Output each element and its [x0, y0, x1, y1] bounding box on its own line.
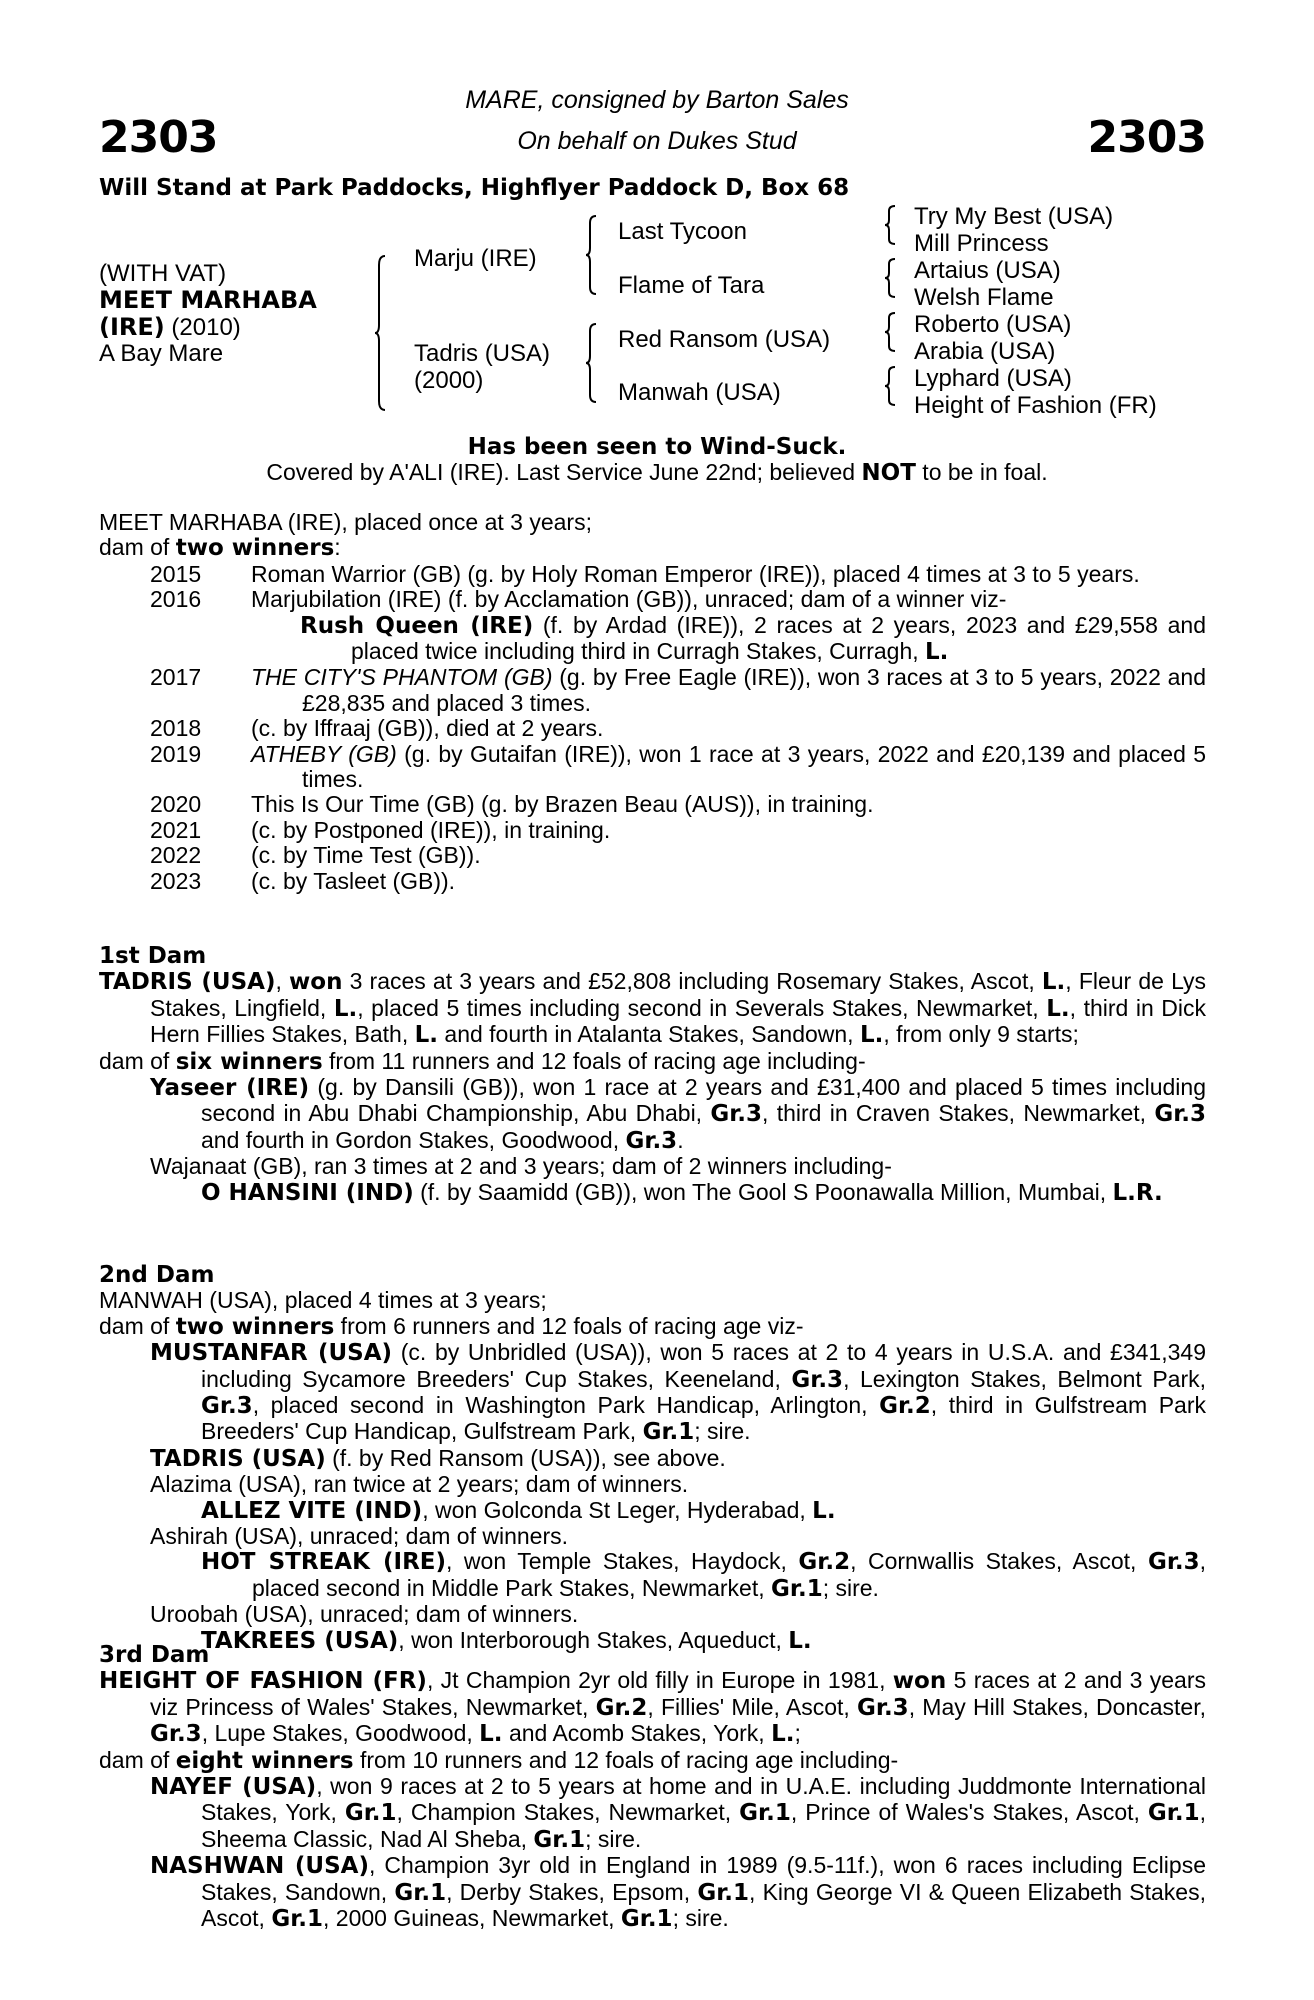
produce-row: 2019 ATHEBY (GB) (g. by Gutaifan (IRE)), won 1 race at 3 years, 2022 and £20,139 and placed 5 times.	[150, 740, 1207, 793]
third-dam-heading: 3rd Dam	[99, 1642, 210, 1668]
pedigree-gen3-item: Flame of Tara	[618, 272, 765, 299]
second-dam-produce: Ashirah (USA), unraced; dam of winners.	[150, 1523, 569, 1550]
pedigree-sire: Marju (IRE)	[414, 245, 537, 272]
second-dam-produce: MUSTANFAR (USA) (c. by Unbridled (USA)), won 5 races at 2 to 4 years in U.S.A. and £341,349 including Sycamore Breeders' Cup Stakes, Keeneland, Gr.3, Lexington Stakes, Belmont Park, Gr.3, placed second in Washington Park Handicap, Arlington, Gr.2, third in Gulfstream Park Breeders' Cup Handicap, Gulfstream Park, Gr.1; sire.	[150, 1339, 1207, 1446]
first-dam-heading: 1st Dam	[99, 943, 207, 969]
produce-row: 2023 (c. by Tasleet (GB)).	[150, 867, 456, 894]
horse-year: (2010)	[164, 314, 241, 341]
horse-name-line2	[99, 313, 241, 342]
stand-line: Will Stand at Park Paddocks, Highflyer Paddock D, Box 68	[99, 175, 850, 201]
second-dam-grandchild: HOT STREAK (IRE), won Temple Stakes, Haydock, Gr.2, Cornwallis Stakes, Ascot, Gr.3, placed second in Middle Park Stakes, Newmarket, Gr.1; sire.	[201, 1548, 1207, 1602]
second-dam-grandchild: TAKREES (USA), won Interborough Stakes, Aqueduct, L.	[201, 1626, 812, 1654]
produce-row: 2017 THE CITY'S PHANTOM (GB) (g. by Free Eagle (IRE)), won 3 races at 3 to 5 years, 2022 and £28,835 and placed 3 times.	[150, 664, 1206, 716]
third-dam-produce: NAYEF (USA), won 9 races at 2 to 5 years at home and in U.A.E. including Juddmonte International Stakes, York, Gr.1, Champion Stakes, Newmarket, Gr.1, Prince of Wales's Stakes, Ascot, Gr.1, Sheema Classic, Nad Al Sheba, Gr.1; sire.	[150, 1773, 1206, 1853]
pedigree-gen4-item: Arabia (USA)	[914, 338, 1056, 365]
pedigree-gen4-item: Try My Best (USA)	[914, 203, 1114, 230]
second-dam-heading: 2nd Dam	[99, 1262, 215, 1288]
third-dam-dam-of: dam of eight winners from 10 runners and 12 foals of racing age including-	[99, 1746, 899, 1774]
second-dam-produce: TADRIS (USA) (f. by Red Ransom (USA)), see above.	[150, 1444, 726, 1472]
produce-row: 2022 (c. by Time Test (GB)).	[150, 842, 481, 869]
vat-label: (WITH VAT)	[99, 260, 227, 287]
pedigree-bracket-g3-1	[884, 205, 896, 245]
third-dam-section	[99, 1643, 1206, 1932]
covered-note: Covered by A'ALI (IRE). Last Service June 22nd; believed NOT to be in foal.	[266, 459, 1048, 486]
windsuck-note: Has been seen to Wind-Suck.	[467, 434, 847, 460]
horse-name: MEET MARHABA	[99, 286, 317, 314]
first-dam-produce: Wajanaat (GB), ran 3 times at 2 and 3 years; dam of 2 winners including-	[150, 1153, 892, 1180]
pedigree-gen4-item: Welsh Flame	[914, 284, 1054, 311]
horse-country: (IRE)	[99, 313, 165, 341]
produce-dam-of: dam of two winners:	[99, 534, 341, 562]
pedigree-bracket-main	[374, 255, 386, 411]
second-dam-dam-of: dam of two winners from 6 runners and 12 foals of racing age viz-	[99, 1312, 804, 1340]
pedigree-dam: Tadris (USA)	[414, 340, 551, 367]
third-dam-produce: NASHWAN (USA), Champion 3yr old in England in 1989 (9.5-11f.), won 6 races including Eclipse Stakes, Sandown, Gr.1, Derby Stakes, Epsom, Gr.1, King George VI & Queen Elizabeth Stakes, Ascot, Gr.1, 2000 Guineas, Newmarket, Gr.1; sire.	[150, 1852, 1206, 1933]
second-dam-produce: Alazima (USA), ran twice at 2 years; dam of winners.	[150, 1471, 689, 1498]
first-dam-grandchild: O HANSINI (IND) (f. by Saamidd (GB)), won The Gool S Poonawalla Million, Mumbai, L.R.	[201, 1178, 1163, 1206]
pedigree-gen4-item: Lyphard (USA)	[914, 365, 1072, 392]
pedigree-gen3-item: Last Tycoon	[618, 218, 747, 245]
first-dam-dam-of: dam of six winners from 11 runners and 12 foals of racing age including-	[99, 1047, 866, 1075]
third-dam-record: HEIGHT OF FASHION (FR), Jt Champion 2yr old filly in Europe in 1981, won 5 races at 2 and 3 years viz Princess of Wales' Stakes, Newmarket, Gr.2, Fillies' Mile, Ascot, Gr.3, May Hill Stakes, Doncaster, Gr.3, Lupe Stakes, Goodwood, L. and Acomb Stakes, York, L.;	[99, 1667, 1207, 1748]
lot-number-right: 2303	[1087, 112, 1206, 163]
pedigree-gen4-item: Mill Princess	[914, 230, 1049, 257]
produce-row: 2018 (c. by Iffraaj (GB)), died at 2 years.	[150, 715, 604, 742]
lot-number-left: 2303	[99, 112, 218, 163]
produce-row: 2021 (c. by Postponed (IRE)), in training.	[150, 816, 611, 843]
produce-section	[99, 510, 1206, 894]
second-dam-record: MANWAH (USA), placed 4 times at 3 years;	[99, 1287, 547, 1314]
produce-grandchild: Rush Queen (IRE) (f. by Ardad (IRE)), 2 races at 2 years, 2023 and £29,558 and placed twice including third in Curragh Stakes, Curragh, L.	[300, 611, 1206, 666]
first-dam-record: TADRIS (USA), won 3 races at 3 years and £52,808 including Rosemary Stakes, Ascot, L., Fleur de Lys Stakes, Lingfield, L., placed 5 times including second in Severals Stakes, Newmarket, L., third in Dick Hern Fillies Stakes, Bath, L. and fourth in Atalanta Stakes, Sandown, L., from only 9 starts;	[99, 968, 1207, 1049]
produce-intro: MEET MARHABA (IRE), placed once at 3 years;	[99, 509, 592, 535]
pedigree-gen4-item: Roberto (USA)	[914, 311, 1072, 338]
pedigree-gen4-item: Artaius (USA)	[914, 257, 1061, 284]
first-dam-produce: Yaseer (IRE) (g. by Dansili (GB)), won 1 race at 2 years and £31,400 and placed 5 times including second in Abu Dhabi Championship, Abu Dhabi, Gr.3, third in Craven Stakes, Newmarket, Gr.3 and fourth in Gordon Stakes, Goodwood, Gr.3.	[150, 1074, 1207, 1154]
first-dam-section	[99, 944, 1206, 1206]
pedigree-gen3-item: Manwah (USA)	[618, 379, 781, 406]
pedigree-dam-year: (2000)	[414, 367, 484, 394]
second-dam-grandchild: ALLEZ VITE (IND), won Golconda St Leger, Hyderabad, L.	[201, 1496, 836, 1524]
pedigree-bracket-sire	[585, 215, 597, 295]
second-dam-section	[99, 1263, 1206, 1654]
second-dam-produce: Uroobah (USA), unraced; dam of winners.	[150, 1601, 579, 1628]
horse-description: A Bay Mare	[99, 340, 224, 367]
pedigree-bracket-g3-2	[884, 258, 896, 298]
pedigree-bracket-g3-3	[884, 312, 896, 352]
produce-row: 2015 Roman Warrior (GB) (g. by Holy Roman Emperor (IRE)), placed 4 times at 3 to 5 years.	[150, 560, 1140, 587]
consign-line: MARE, consigned by Barton Sales	[465, 86, 849, 114]
pedigree-gen3-item: Red Ransom (USA)	[618, 326, 831, 353]
behalf-line: On behalf on Dukes Stud	[517, 127, 797, 155]
pedigree-gen4-item: Height of Fashion (FR)	[914, 392, 1157, 419]
produce-row: 2020 This Is Our Time (GB) (g. by Brazen Beau (AUS)), in training.	[150, 791, 874, 818]
pedigree-bracket-dam	[585, 323, 597, 403]
pedigree-bracket-g3-4	[884, 366, 896, 406]
produce-row: 2016 Marjubilation (IRE) (f. by Acclamation (GB)), unraced; dam of a winner viz-	[150, 586, 1007, 613]
